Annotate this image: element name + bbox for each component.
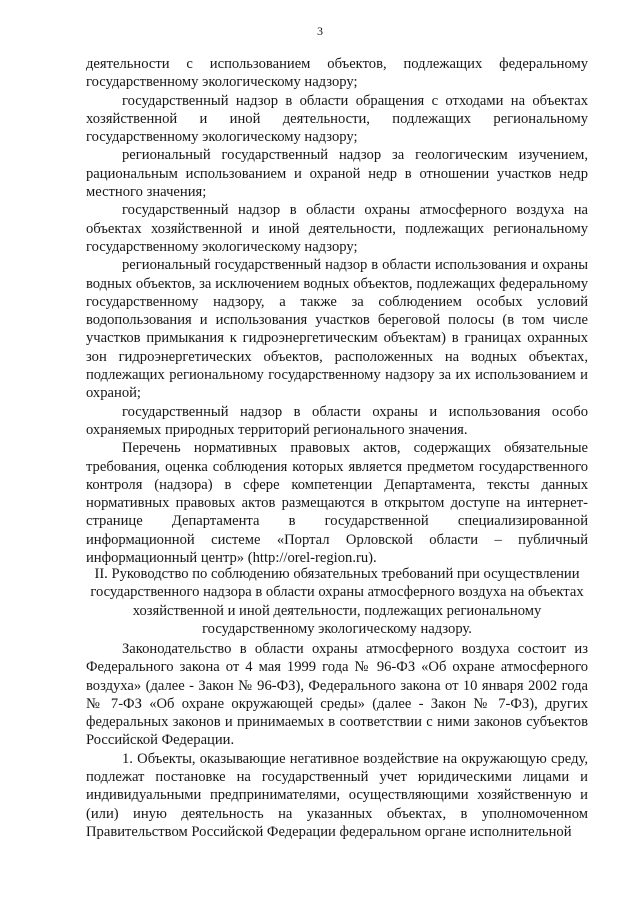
paragraph: Законодательство в области охраны атмосферного воздуха состоит из Федерального закона от 4 мая 1999 года № 96-ФЗ «Об охране атмосферного воздуха» (далее - Закон № 96-ФЗ), Федерального закона от 10 января 2002 года № 7-ФЗ «Об охране окружающей среды» (далее - Закон № 7-ФЗ), других федеральных законов и принимаемых в соответствии с ними законов субъектов Российской Федерации. (86, 641, 588, 749)
paragraph: 1. Объекты, оказывающие негативное воздействие на окружающую среду, подлежат постановке на государственный учет юридическими лицами и индивидуальными предпринимателями, осуществляющими хозяйственную и (или) иную деятельность на указанных объектах, в уполномоченном Правительством Российской Федерации федеральном органе исполнительной (86, 750, 588, 840)
paragraph: государственный надзор в области обращения с отходами на объектах хозяйственной и иной деятельности, подлежащих региональному государственному экологическому надзору; (86, 92, 588, 146)
paragraph: региональный государственный надзор в области использования и охраны водных объектов, за исключением водных объектов, подлежащих федеральному государственному надзору, а также за соблюдением особых условий водопользования и использования участков береговой полосы (в том числе участков примыкания к гидроэнергетическим объектам) в границах охранных зон гидроэнергетических объектов, расположенных на водных объектах, подлежащих региональному государственному надзору за их использованием и охраной; (86, 257, 588, 402)
paragraph: деятельности с использованием объектов, подлежащих федеральному государственному экологическому надзору; (86, 56, 588, 91)
paragraph: государственный надзор в области охраны и использования особо охраняемых природных территорий регионального значения. (86, 403, 588, 438)
paragraph: региональный государственный надзор за геологическим изучением, рациональным использованием и охраной недр в отношении участков недр местного значения; (86, 147, 588, 201)
list-continuation (86, 55, 588, 567)
page-number: 3 (317, 24, 323, 38)
section-body (86, 640, 588, 841)
paragraph: Перечень нормативных правовых актов, содержащих обязательные требования, оценка соблюдения которых является предметом государственного контроля (надзора) в сфере компетенции Департамента, тексты данных нормативных правовых актов размещаются в открытом доступе на интернет-странице Департамента в государственной специализированной информационной системе «Портал Орловской области – публичный информационный центр» (http://orel-region.ru). (86, 440, 588, 567)
paragraph: государственный надзор в области охраны атмосферного воздуха на объектах хозяйственной и иной деятельности, подлежащих региональному государственному экологическому надзору; (86, 202, 588, 255)
section-heading: II. Руководство по соблюдению обязательных требований при осуществлении государственного надзора в области охраны атмосферного воздуха на объектах хозяйственной и иной деятельности, подлежащих региональному государственному экологическому надзору. (90, 566, 584, 637)
